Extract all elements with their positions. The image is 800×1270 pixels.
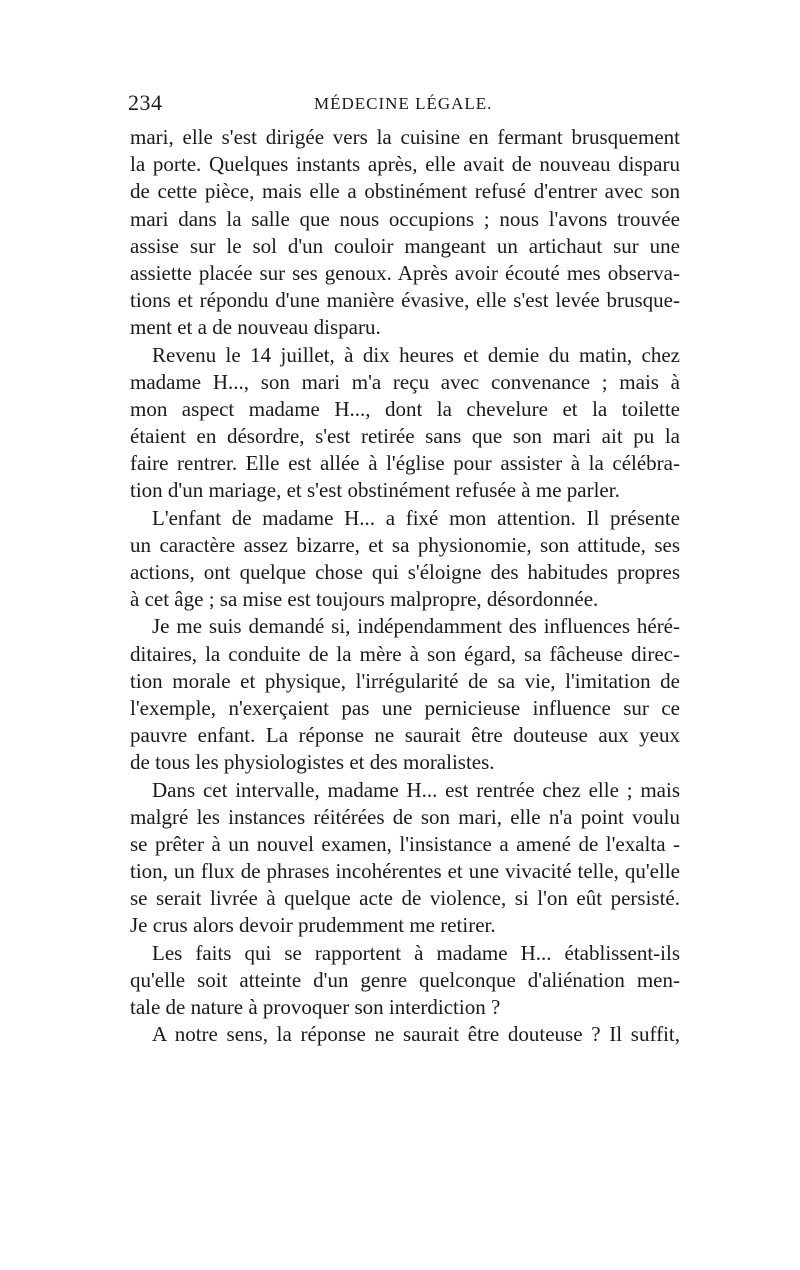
text-line: se serait livrée à quelque acte de violence, si l'on eût persisté. <box>130 886 680 911</box>
text-line: l'exemple, n'exerçaient pas une pernicieuse influence sur ce <box>130 695 680 720</box>
text-line: de tous les physiologistes et des moralistes. <box>130 750 495 775</box>
text-line: se prêter à un nouvel examen, l'insistance a amené de l'exalta - <box>130 831 680 856</box>
text-line: Revenu le 14 juillet, à dix heures et demie du matin, chez <box>152 342 680 367</box>
text-line: étaient en désordre, s'est retirée sans que son mari ait pu la <box>130 424 680 449</box>
page-header <box>128 90 680 124</box>
text-line: L'enfant de madame H... a fixé mon attention. Il présente <box>152 505 680 530</box>
body-text <box>130 124 680 1048</box>
text-line: tale de nature à provoquer son interdiction ? <box>130 995 501 1019</box>
text-line: A notre sens, la réponse ne saurait être douteuse ? Il suffit, <box>152 1022 680 1047</box>
text-line: Dans cet intervalle, madame H... est rentrée chez elle ; mais <box>152 777 680 802</box>
text-line: Je crus alors devoir prudemment me retirer. <box>130 913 496 938</box>
text-line: Je me suis demandé si, indépendamment des influences héré- <box>152 614 680 639</box>
text-line: un caractère assez bizarre, et sa physionomie, son attitude, ses <box>130 532 680 557</box>
text-line: Les faits qui se rapportent à madame H... établissent-ils <box>152 940 680 965</box>
text-line: tion, un flux de phrases incohérentes et une vivacité telle, qu'elle <box>130 859 680 884</box>
text-line: tion morale et physique, l'irrégularité de sa vie, l'imitation de <box>130 668 680 693</box>
text-line: pauvre enfant. La réponse ne saurait être douteuse aux yeux <box>130 723 680 748</box>
text-line: la porte. Quelques instants après, elle avait de nouveau disparu <box>130 152 680 177</box>
text-line: qu'elle soit atteinte d'un genre quelconque d'aliénation men- <box>130 967 680 992</box>
text-line: malgré les instances réitérées de son mari, elle n'a point voulu <box>130 804 680 829</box>
text-line: tions et répondu d'une manière évasive, elle s'est levée brusque- <box>130 288 680 313</box>
text-line: tion d'un mariage, et s'est obstinément refusée à me parler. <box>130 478 620 503</box>
text-line: mon aspect madame H..., dont la chevelure et la toilette <box>130 396 680 421</box>
text-line: assise sur le sol d'un couloir mangeant un artichaut sur une <box>130 233 680 258</box>
text-line: mari dans la salle que nous occupions ; nous l'avons trouvée <box>130 206 680 231</box>
text-line: ditaires, la conduite de la mère à son égard, sa fâcheuse direc- <box>130 641 680 666</box>
text-line: assiette placée sur ses genoux. Après avoir écouté mes observa- <box>130 260 680 285</box>
text-line: faire rentrer. Elle est allée à l'église pour assister à la célébra- <box>130 451 680 476</box>
text-line: madame H..., son mari m'a reçu avec convenance ; mais à <box>130 369 680 394</box>
text-line: à cet âge ; sa mise est toujours malpropre, désordonnée. <box>130 587 599 612</box>
text-line: actions, ont quelque chose qui s'éloigne des habitudes propres <box>130 560 680 584</box>
page-number: 234 <box>128 90 163 115</box>
text-line: mari, elle s'est dirigée vers la cuisine en fermant brusquement <box>130 125 680 149</box>
running-title: MÉDECINE LÉGALE. <box>314 94 493 113</box>
text-line: ment et a de nouveau disparu. <box>130 315 381 340</box>
text-line: de cette pièce, mais elle a obstinément refusé d'entrer avec son <box>130 179 680 204</box>
